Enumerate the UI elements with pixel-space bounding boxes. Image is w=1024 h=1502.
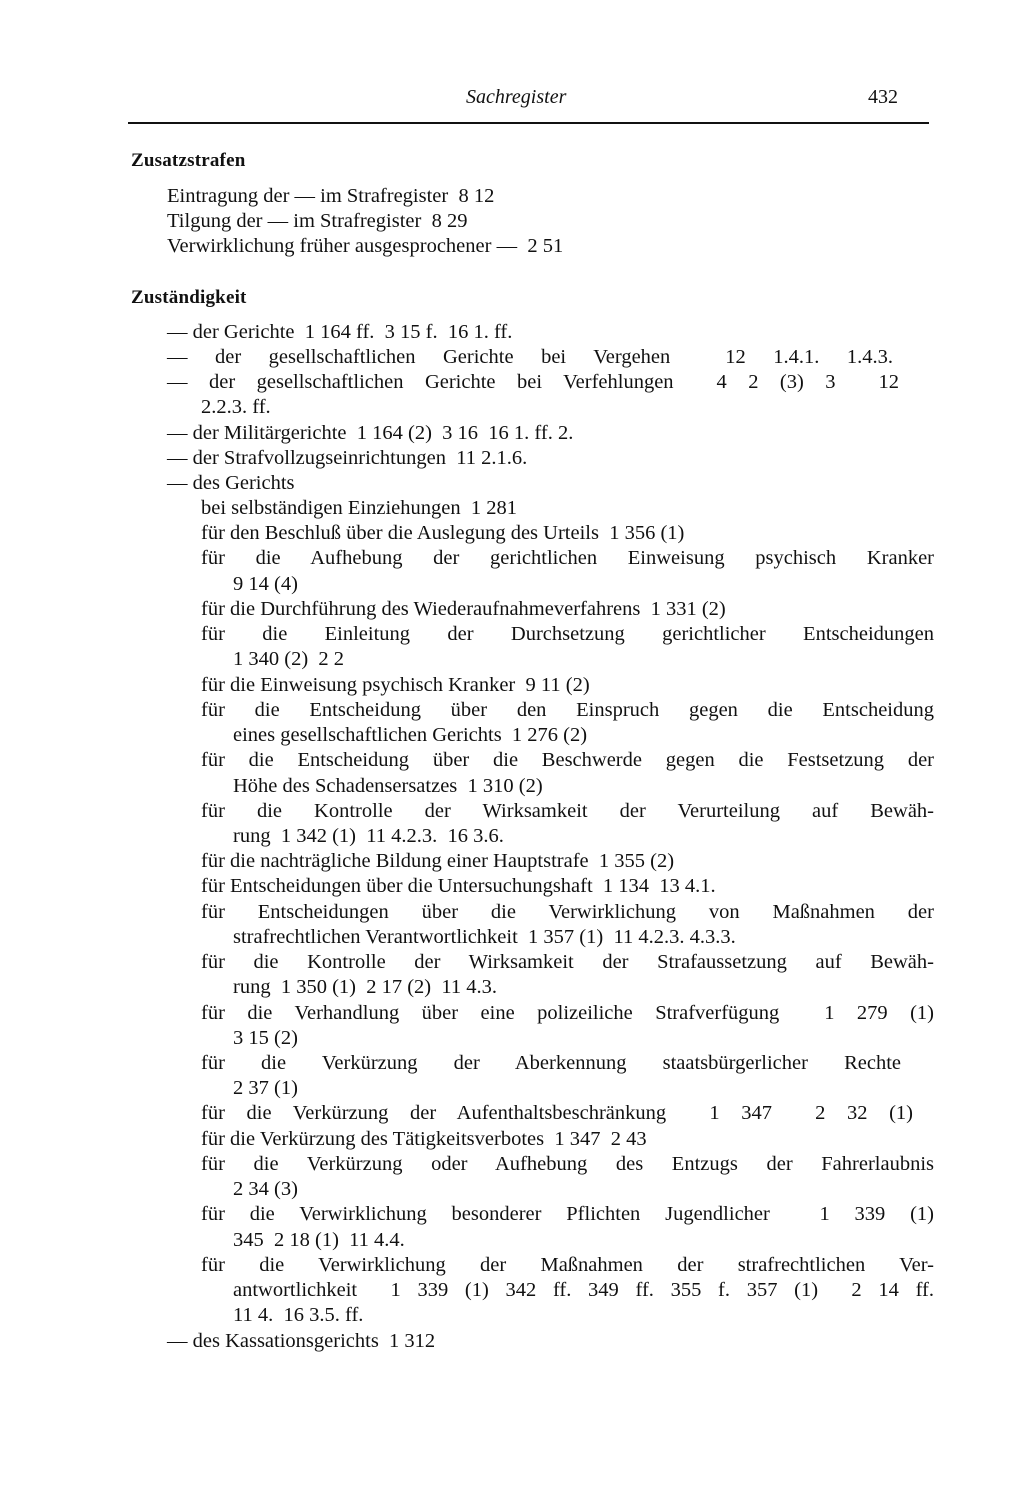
index-entry: für die Durchführung des Wiederaufnahmeverfahrens 1 331 (2) <box>201 598 726 620</box>
index-entry: 345 2 18 (1) 11 4.4. <box>233 1229 405 1251</box>
index-entry: — der Strafvollzugseinrichtungen 11 2.1.6. <box>167 447 528 469</box>
index-entry: — des Gerichts <box>167 472 295 494</box>
index-entry: für die Verhandlung über eine polizeiliche Strafverfügung 1 279 (1) <box>201 1002 934 1024</box>
index-entry: für die Entscheidung über den Einspruch gegen die Entscheidung <box>201 699 934 721</box>
index-entry: für Entscheidungen über die Verwirklichung von Maßnahmen der <box>201 901 934 923</box>
index-entry: für die Verkürzung des Tätigkeitsverbotes 1 347 2 43 <box>201 1128 647 1150</box>
index-entry: für die Kontrolle der Wirksamkeit der Strafaussetzung auf Bewäh- <box>201 951 934 973</box>
index-entry: für die Entscheidung über die Beschwerde gegen die Festsetzung der <box>201 749 934 771</box>
index-entry: — der Militärgerichte 1 164 (2) 3 16 16 1. ff. 2. <box>167 422 574 444</box>
index-entry: für die Verwirklichung der Maßnahmen der strafrechtlichen Ver- <box>201 1254 934 1276</box>
index-entry: — der gesellschaftlichen Gerichte bei Vergehen 12 1.4.1. 1.4.3. <box>167 346 893 368</box>
index-entry: 2 37 (1) <box>233 1077 298 1099</box>
index-entry: für Entscheidungen über die Untersuchungshaft 1 134 13 4.1. <box>201 875 716 897</box>
index-entry: für die Verwirklichung besonderer Pflichten Jugendlicher 1 339 (1) <box>201 1203 934 1225</box>
page-number: 432 <box>868 86 898 108</box>
index-entry: 1 340 (2) 2 2 <box>233 648 345 670</box>
index-entry: 2.2.3. ff. <box>201 396 271 418</box>
running-title: Sachregister <box>466 86 567 108</box>
index-entry: für die Kontrolle der Wirksamkeit der Verurteilung auf Bewäh- <box>201 800 934 822</box>
index-entry: für die Einweisung psychisch Kranker 9 11 (2) <box>201 674 590 696</box>
index-entry: Tilgung der — im Strafregister 8 29 <box>167 210 468 232</box>
index-entry: 2 34 (3) <box>233 1178 298 1200</box>
index-entry: 3 15 (2) <box>233 1027 298 1049</box>
index-entry: rung 1 342 (1) 11 4.2.3. 16 3.6. <box>233 825 504 847</box>
header-rule <box>128 122 929 124</box>
index-entry: — der Gerichte 1 164 ff. 3 15 f. 16 1. ff. <box>167 321 513 343</box>
index-entry: Verwirklichung früher ausgesprochener — 2 51 <box>167 235 564 257</box>
index-entry: 11 4. 16 3.5. ff. <box>233 1304 364 1326</box>
index-entry: 9 14 (4) <box>233 573 298 595</box>
index-entry: für den Beschluß über die Auslegung des Urteils 1 356 (1) <box>201 522 685 544</box>
index-entry: bei selbständigen Einziehungen 1 281 <box>201 497 517 519</box>
section-heading: Zuständigkeit <box>131 287 247 308</box>
index-entry: für die Einleitung der Durchsetzung gerichtlicher Entscheidungen <box>201 623 934 645</box>
index-entry: für die Verkürzung oder Aufhebung des Entzugs der Fahrerlaubnis <box>201 1153 934 1175</box>
index-entry: für die Verkürzung der Aberkennung staatsbürgerlicher Rechte <box>201 1052 901 1074</box>
index-entry: für die nachträgliche Bildung einer Hauptstrafe 1 355 (2) <box>201 850 675 872</box>
index-entry: strafrechtlichen Verantwortlichkeit 1 357 (1) 11 4.2.3. 4.3.3. <box>233 926 736 948</box>
index-entry: für die Verkürzung der Aufenthaltsbeschränkung 1 347 2 32 (1) <box>201 1102 913 1124</box>
index-entry: Eintragung der — im Strafregister 8 12 <box>167 185 495 207</box>
index-entry: antwortlichkeit 1 339 (1) 342 ff. 349 ff. 355 f. 357 (1) 2 14 ff. <box>233 1279 934 1301</box>
index-entry: — des Kassationsgerichts 1 312 <box>167 1330 436 1352</box>
index-entry: eines gesellschaftlichen Gerichts 1 276 (2) <box>233 724 588 746</box>
section-heading: Zusatzstrafen <box>131 150 246 171</box>
index-entry: rung 1 350 (1) 2 17 (2) 11 4.3. <box>233 976 497 998</box>
index-entry: Höhe des Schadensersatzes 1 310 (2) <box>233 775 543 797</box>
index-entry: für die Aufhebung der gerichtlichen Einweisung psychisch Kranker <box>201 547 934 569</box>
index-entry: — der gesellschaftlichen Gerichte bei Verfehlungen 4 2 (3) 3 12 <box>167 371 899 393</box>
